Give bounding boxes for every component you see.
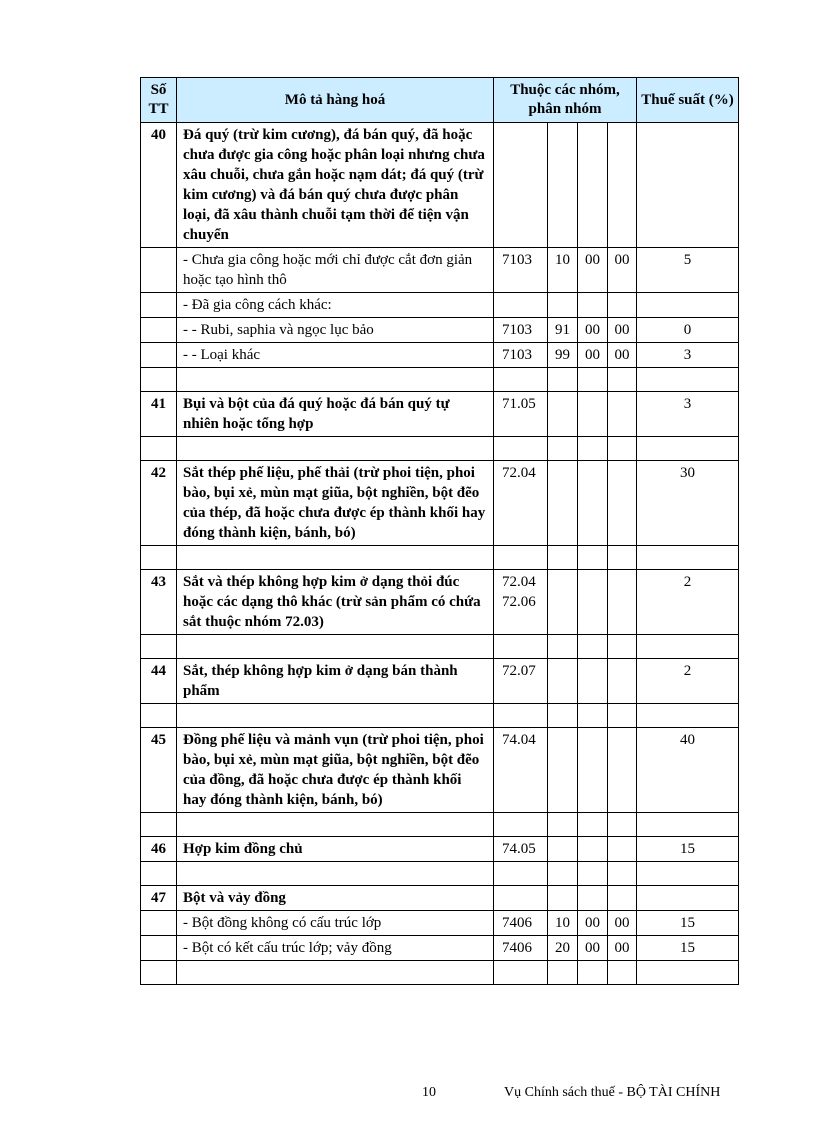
empty-cell (548, 546, 578, 570)
spacer-row (141, 546, 739, 570)
row-description: Bụi và bột của đá quý hoặc đá bán quý tự nhiên hoặc tổng hợp (177, 392, 494, 437)
empty-cell (548, 635, 578, 659)
empty-cell (578, 704, 608, 728)
row-stt (141, 248, 177, 293)
row-code-2: 20 (548, 936, 578, 961)
row-code-2 (548, 392, 578, 437)
row-code-3 (578, 728, 608, 813)
row-code-3: 00 (578, 248, 608, 293)
empty-cell (608, 961, 637, 985)
empty-cell (578, 961, 608, 985)
row-code-heading: 72.04 (494, 461, 548, 546)
row-stt (141, 318, 177, 343)
empty-cell (177, 862, 494, 886)
table-row (141, 293, 739, 318)
empty-cell (177, 635, 494, 659)
empty-cell (548, 437, 578, 461)
row-code-2: 91 (548, 318, 578, 343)
row-code-3 (578, 461, 608, 546)
empty-cell (177, 437, 494, 461)
row-code-4 (608, 392, 637, 437)
row-code-3 (578, 570, 608, 635)
empty-cell (141, 813, 177, 837)
empty-cell (608, 862, 637, 886)
empty-cell (637, 862, 739, 886)
row-code-4 (608, 886, 637, 911)
row-code-heading: 74.05 (494, 837, 548, 862)
header-description: Mô tả hàng hoá (177, 78, 494, 123)
spacer-row (141, 862, 739, 886)
table-row (141, 248, 739, 293)
empty-cell (637, 635, 739, 659)
empty-cell (578, 635, 608, 659)
empty-cell (494, 813, 548, 837)
row-code-4 (608, 659, 637, 704)
row-stt: 44 (141, 659, 177, 704)
row-code-2 (548, 728, 578, 813)
empty-cell (141, 862, 177, 886)
row-stt: 42 (141, 461, 177, 546)
row-code-4 (608, 728, 637, 813)
empty-cell (637, 437, 739, 461)
row-code-2 (548, 837, 578, 862)
row-code-3: 00 (578, 936, 608, 961)
row-code-heading: 72.07 (494, 659, 548, 704)
table-row (141, 392, 739, 437)
table-row (141, 911, 739, 936)
row-rate: 2 (637, 659, 739, 704)
row-code-3 (578, 123, 608, 248)
row-rate: 2 (637, 570, 739, 635)
empty-cell (494, 961, 548, 985)
row-description: Đá quý (trừ kim cương), đá bán quý, đã hoặc chưa được gia công hoặc phân loại nhưng chưa xâu chuỗi, chưa gắn hoặc nạm dát; đá quý (trừ kim cương) và đá bán quý chưa được phân loại, đã xâu thành chuỗi tạm thời để tiện vận chuyển (177, 123, 494, 248)
row-code-4: 00 (608, 343, 637, 368)
row-code-3: 00 (578, 343, 608, 368)
row-stt: 40 (141, 123, 177, 248)
row-code-2 (548, 123, 578, 248)
row-code-heading (494, 886, 548, 911)
table-header-row (141, 78, 739, 123)
spacer-row (141, 813, 739, 837)
row-rate (637, 886, 739, 911)
empty-cell (494, 437, 548, 461)
empty-cell (141, 368, 177, 392)
row-code-3 (578, 837, 608, 862)
row-code-4 (608, 293, 637, 318)
row-rate: 3 (637, 343, 739, 368)
row-code-3 (578, 392, 608, 437)
row-code-3 (578, 659, 608, 704)
row-description: Sắt thép phế liệu, phế thải (trừ phoi tiện, phoi bào, bụi xẻ, mùn mạt giũa, bột nghiền, bột đẽo của thép, đã hoặc chưa được ép thành khối hay đóng thành kiện, bánh, bó) (177, 461, 494, 546)
empty-cell (608, 546, 637, 570)
row-code-4: 00 (608, 936, 637, 961)
row-stt: 43 (141, 570, 177, 635)
empty-cell (608, 368, 637, 392)
row-code-4: 00 (608, 911, 637, 936)
empty-cell (578, 813, 608, 837)
empty-cell (637, 961, 739, 985)
table-row (141, 936, 739, 961)
empty-cell (637, 546, 739, 570)
empty-cell (141, 546, 177, 570)
row-rate (637, 293, 739, 318)
row-description: Sắt và thép không hợp kim ở dạng thỏi đúc hoặc các dạng thô khác (trừ sản phẩm có chứa sắt thuộc nhóm 72.03) (177, 570, 494, 635)
row-rate: 15 (637, 837, 739, 862)
row-code-2: 10 (548, 911, 578, 936)
row-stt: 47 (141, 886, 177, 911)
row-code-heading: 74.04 (494, 728, 548, 813)
row-code-heading: 7103 (494, 248, 548, 293)
row-code-3 (578, 293, 608, 318)
row-description: - - Loại khác (177, 343, 494, 368)
row-rate: 30 (637, 461, 739, 546)
spacer-row (141, 437, 739, 461)
row-rate (637, 123, 739, 248)
empty-cell (578, 437, 608, 461)
row-code-3: 00 (578, 318, 608, 343)
table-row (141, 886, 739, 911)
header-group: Thuộc các nhóm, phân nhóm (494, 78, 637, 123)
row-stt (141, 293, 177, 318)
spacer-row (141, 368, 739, 392)
empty-cell (608, 704, 637, 728)
empty-cell (548, 368, 578, 392)
empty-cell (548, 862, 578, 886)
row-code-4 (608, 837, 637, 862)
spacer-row (141, 961, 739, 985)
table-row (141, 837, 739, 862)
empty-cell (494, 635, 548, 659)
row-code-4: 00 (608, 318, 637, 343)
empty-cell (608, 437, 637, 461)
row-rate: 15 (637, 936, 739, 961)
table-row (141, 570, 739, 635)
empty-cell (141, 704, 177, 728)
row-code-heading (494, 123, 548, 248)
row-description: - - Rubi, saphia và ngọc lục bảo (177, 318, 494, 343)
row-code-3 (578, 886, 608, 911)
row-code-heading: 7103 (494, 343, 548, 368)
empty-cell (141, 437, 177, 461)
row-code-heading: 7406 (494, 911, 548, 936)
empty-cell (637, 704, 739, 728)
row-code-2 (548, 461, 578, 546)
row-code-2 (548, 659, 578, 704)
row-code-4: 00 (608, 248, 637, 293)
row-description: Đồng phế liệu và mảnh vụn (trừ phoi tiện, phoi bào, bụi xẻ, mùn mạt giũa, bột nghiền, bột đẽo của đồng, đã hoặc chưa được ép thành khối hay đóng thành kiện, bánh, bó) (177, 728, 494, 813)
empty-cell (548, 813, 578, 837)
row-stt: 46 (141, 837, 177, 862)
empty-cell (141, 961, 177, 985)
row-code-4 (608, 123, 637, 248)
row-rate: 0 (637, 318, 739, 343)
footer-credit: Vụ Chính sách thuế - BỘ TÀI CHÍNH (504, 1085, 721, 1100)
row-stt (141, 936, 177, 961)
row-code-2 (548, 293, 578, 318)
row-code-heading: 7103 (494, 318, 548, 343)
empty-cell (177, 368, 494, 392)
table-row (141, 343, 739, 368)
empty-cell (494, 862, 548, 886)
row-stt (141, 911, 177, 936)
empty-cell (637, 368, 739, 392)
row-code-2 (548, 570, 578, 635)
table-row (141, 659, 739, 704)
empty-cell (578, 546, 608, 570)
row-code-heading: 7406 (494, 936, 548, 961)
empty-cell (141, 635, 177, 659)
row-code-2 (548, 886, 578, 911)
table-row (141, 461, 739, 546)
empty-cell (177, 546, 494, 570)
header-rate: Thuế suất (%) (637, 78, 739, 123)
spacer-row (141, 704, 739, 728)
page-number: 10 (422, 1085, 436, 1100)
row-code-3: 00 (578, 911, 608, 936)
table-row (141, 318, 739, 343)
row-rate: 40 (637, 728, 739, 813)
row-stt (141, 343, 177, 368)
empty-cell (578, 862, 608, 886)
spacer-row (141, 635, 739, 659)
row-code-4 (608, 570, 637, 635)
empty-cell (548, 961, 578, 985)
empty-cell (177, 704, 494, 728)
empty-cell (177, 961, 494, 985)
row-description: Sắt, thép không hợp kim ở dạng bán thành phẩm (177, 659, 494, 704)
row-description: - Đã gia công cách khác: (177, 293, 494, 318)
table-row (141, 728, 739, 813)
row-rate: 3 (637, 392, 739, 437)
empty-cell (578, 368, 608, 392)
row-description: - Bột đồng không có cấu trúc lớp (177, 911, 494, 936)
row-description: Hợp kim đồng chủ (177, 837, 494, 862)
empty-cell (494, 546, 548, 570)
row-description: - Bột có kết cấu trúc lớp; vảy đồng (177, 936, 494, 961)
row-description: - Chưa gia công hoặc mới chỉ được cắt đơn giản hoặc tạo hình thô (177, 248, 494, 293)
row-code-heading: 72.04 72.06 (494, 570, 548, 635)
empty-cell (494, 704, 548, 728)
row-code-2: 99 (548, 343, 578, 368)
empty-cell (494, 368, 548, 392)
row-code-4 (608, 461, 637, 546)
empty-cell (637, 813, 739, 837)
row-description: Bột và vảy đồng (177, 886, 494, 911)
empty-cell (608, 813, 637, 837)
empty-cell (608, 635, 637, 659)
row-code-heading: 71.05 (494, 392, 548, 437)
row-stt: 41 (141, 392, 177, 437)
header-stt: Số TT (141, 78, 177, 123)
row-stt: 45 (141, 728, 177, 813)
table-row (141, 123, 739, 248)
tariff-table (140, 77, 739, 985)
empty-cell (177, 813, 494, 837)
row-code-heading (494, 293, 548, 318)
row-code-2: 10 (548, 248, 578, 293)
empty-cell (548, 704, 578, 728)
row-rate: 5 (637, 248, 739, 293)
row-rate: 15 (637, 911, 739, 936)
